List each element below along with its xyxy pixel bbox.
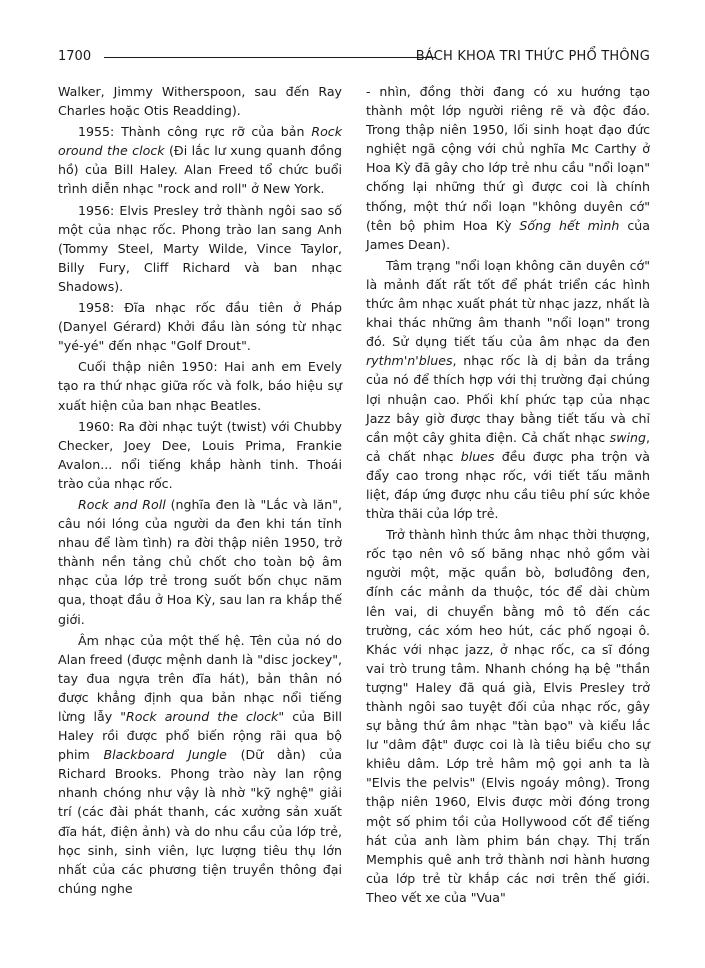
song-title: Rock oround the clock (58, 124, 342, 159)
paragraph-text: 1960: Ra đời nhạc tuýt (twist) với Chubby Checker, Joey Dee, Louis Prima, Frankie Avalon... nổi tiếng khắp hành tinh. Thoái trào của nhạc rốc. (58, 418, 342, 491)
paragraph (366, 256, 650, 523)
paragraph-text: Walker, Jimmy Witherspoon, sau đến Ray Charles hoặc Otis Readding). (58, 84, 342, 119)
header-rule (104, 57, 436, 58)
paragraph (366, 82, 650, 254)
paragraph-text: (Dữ dằn) của Richard Brooks. Phong trào này lan rộng nhanh chóng như vậy là nhờ "kỹ nghệ" giải trí (các đài phát thanh, các xưởng sản xuất đĩa hát, điện ảnh) và do nhu cầu của lớp trẻ, học sinh, sinh viên, lực lượng tiêu thụ lớn nhất của các phương tiện truyền thông đại chúng nghe (58, 747, 342, 896)
song-title: Rock around the clock (126, 709, 279, 724)
paragraph (58, 357, 342, 414)
genre-term: swing (609, 429, 646, 445)
book-title: BÁCH KHOA TRI THỨC PHỔ THÔNG (415, 49, 650, 64)
page-header (58, 48, 650, 68)
paragraph-text: 1956: Elvis Presley trở thành ngôi sao số một của nhạc rốc. Phong trào lan sang Anh (Tommy Steel, Marty Wilde, Vince Taylor, Billy Fury, Cliff Richard và ban nhạc Shadows). (58, 202, 342, 294)
paragraph-text: , cả chất nhạc (366, 429, 650, 464)
paragraph-text: (Đi lắc lư xung quanh đồng hồ) của Bill Haley. Alan Freed tổ chức buổi trình diễn nhạc "rock and roll" ở New York. (58, 143, 342, 197)
left-column (58, 82, 342, 900)
genre-term: rythm'n'blues (366, 353, 453, 369)
term: Rock and Roll (78, 496, 166, 512)
paragraph-text: - nhìn, đồng thời đang có xu hướng tạo thành một lớp người riêng rẽ và độc đáo. Trong thập niên 1950, lối sinh hoạt đạo đức nghiệt ngã cộng với chủ nghĩa Mc Carthy ở Hoa Kỳ đã gây cho lớp trẻ nhu cầu "nổi loạn" chống lại những thứ gì được coi là chính thống, một thứ nổi loạn "không duyên cớ" (tên bộ phim Hoa Kỳ (366, 84, 650, 233)
paragraph (58, 82, 342, 120)
article-body (58, 82, 650, 942)
film-title: Sống hết mình (519, 217, 620, 233)
genre-term: blues (460, 448, 495, 464)
paragraph-text: của James Dean). (366, 217, 650, 252)
paragraph (58, 631, 342, 898)
paragraph (58, 417, 342, 493)
paragraph (366, 525, 650, 907)
paragraph-text: Âm nhạc của một thế hệ. Tên của nó do Alan freed (được mệnh danh là "disc jockey", tay đua ngựa trên đĩa hát), bản thân nó được khẳng định qua bản nhạc nổi tiếng lừng lẫy " (58, 632, 342, 724)
paragraph (58, 122, 342, 198)
paragraph-text: , nhạc rốc là dị bản da trắng của nó để thích hợp với thị trường đại chúng lợi nhuận cao. Phối khí phức tạp của nhạc Jazz bây giờ được thay bằng tiết tấu và chỉ cần một cây ghita điện. Cả chất nhạc (366, 353, 650, 445)
paragraph-text: Trở thành hình thức âm nhạc thời thượng, rốc tạo nên vô số băng nhạc nhỏ gồm vài người một, mặc quần bò, bơluđông đen, đính các mảnh da thuộc, tóc để dài chùm lên vai, di chuyển bằng mô tô đến các trường, các xóm heo hút, các phố ngoại ô. Khác với nhạc jazz, ở nhạc rốc, ca sĩ đóng vai trò trung tâm. Nhanh chóng hạ bệ "thần tượng" Haley đã quá già, Elvis Presley trở thành ngôi sao tuyệt đối của nhạc rốc, gây sự bằng thứ âm nhạc "tàn bạo" và kiểu lắc lư "dâm đật" được coi là là tiêu biểu cho sự khiêu dâm. Lớp trẻ hâm mộ gọi anh ta là "Elvis the pelvis" (Elvis ngoáy mông). Trong thập niên 1960, Elvis được mời đóng trong một số phim tồi của Hollywood cốt để tiếng hát của anh làm phim bán chạy. Thị trấn Memphis quê anh trở thành nơi hành hương của lớp trẻ từ khắp các nơi trên thế giới. Theo vết xe của "Vua" (366, 527, 650, 905)
film-title: Blackboard Jungle (103, 747, 227, 763)
page-number: 1700 (58, 49, 92, 64)
paragraph (58, 201, 342, 296)
paragraph-text: 1958: Đĩa nhạc rốc đầu tiên ở Pháp (Danyel Gérard) Khởi đầu làn sóng từ nhạc "yé-yé" đến nhạc "Golf Drout". (58, 300, 342, 354)
paragraph (58, 495, 342, 629)
paragraph-text: 1955: Thành công rực rỡ của bản (78, 124, 312, 140)
paragraph (58, 298, 342, 355)
paragraph-text: (nghĩa đen là "Lắc và lăn", câu nói lóng của người da đen khi tán tỉnh nhau để làm tình) ra đời thập niên 1950, trở thành nền tảng chủ chốt cho toàn bộ âm nhạc của lớp trẻ trong suốt bốn chục năm qua, thoạt đầu ở Hoa Kỳ, sau lan ra khắp thế giới. (58, 496, 342, 627)
paragraph-text: Cuối thập niên 1950: Hai anh em Evely tạo ra thứ nhạc giữa rốc và folk, báo hiệu sự xuất hiện của ban nhạc Beatles. (58, 359, 342, 413)
paragraph-text: " của Bill Haley rồi được phổ biến rộng rãi qua bộ phim (58, 709, 342, 763)
paragraph-text: đều được pha trộn và đẩy cao trong nhạc rốc, với tiết tấu mãnh liệt, đáp ứng được nhu cầu tiêu phí sức khỏe thừa thãi của lớp trẻ. (366, 448, 650, 522)
right-column (366, 82, 650, 909)
paragraph-text: Tâm trạng "nổi loạn không căn duyên cớ" là mảnh đất rất tốt để phát triển các hình thức âm nhạc xuất phát từ nhạc jazz, nhất là khai thác những âm thanh "nổi loạn" trong đó. Sử dụng tiết tấu của âm nhạc da đen (366, 257, 650, 350)
